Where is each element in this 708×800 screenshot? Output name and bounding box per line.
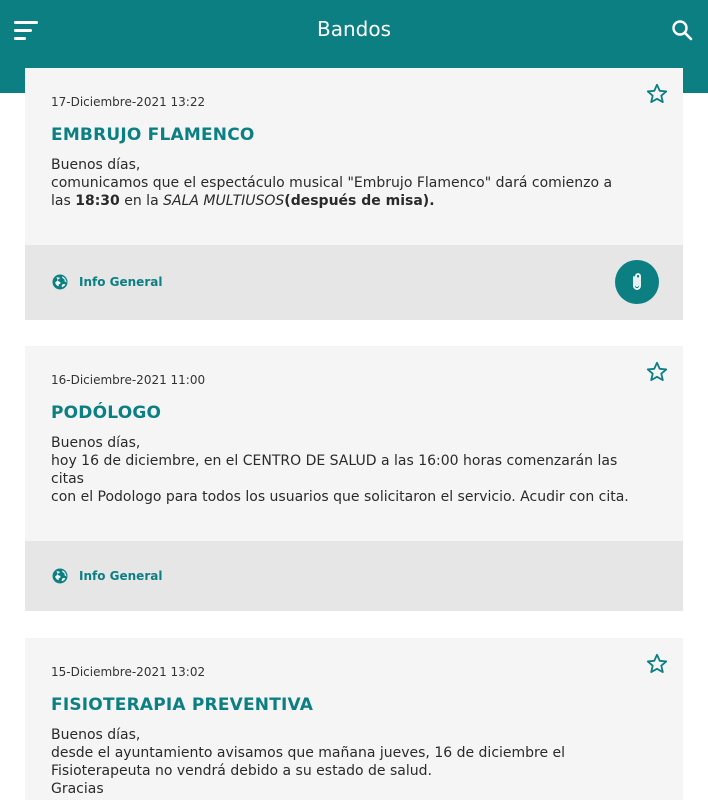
card-title: PODÓLOGO — [51, 403, 162, 423]
card-text-line: Fisioterapeuta no vendrá debido a su estado de salud. — [51, 763, 432, 779]
card-text-line: Buenos días, — [51, 157, 141, 173]
star-icon[interactable] — [645, 652, 669, 676]
paperclip-icon — [625, 270, 649, 294]
card-text-line: desde el ayuntamiento avisamos que mañana jueves, 16 de diciembre el — [51, 745, 566, 761]
card-date: 17-Diciembre-2021 13:22 — [51, 95, 206, 109]
card-text-line: comunicamos que el espectáculo musical "Embrujo Flamenco" dará comienzo a — [51, 175, 613, 191]
text-bold: (después de misa). — [284, 193, 435, 209]
bando-card[interactable] — [25, 346, 683, 611]
text-span: en la — [119, 193, 164, 209]
card-footer — [25, 541, 683, 611]
info-general-label: Info General — [79, 569, 163, 583]
card-title: EMBRUJO FLAMENCO — [51, 125, 255, 145]
bandos-list — [0, 68, 708, 800]
info-general-link[interactable] — [51, 273, 162, 291]
card-text — [51, 156, 651, 210]
card-date: 16-Diciembre-2021 11:00 — [51, 373, 206, 387]
bando-card[interactable] — [25, 68, 683, 320]
card-text-line: Buenos días, — [51, 435, 141, 451]
text-span: las — [51, 193, 76, 209]
card-text — [51, 434, 651, 506]
info-general-link[interactable] — [51, 567, 162, 585]
location-highlight: SALA MULTIUSOS — [163, 193, 285, 209]
bando-card[interactable] — [25, 638, 683, 800]
card-text-line: Gracias — [51, 781, 104, 797]
globe-icon — [51, 567, 69, 585]
page-title: Bandos — [316, 17, 391, 41]
globe-icon — [51, 273, 69, 291]
card-text-line: Buenos días, — [51, 727, 141, 743]
card-date: 15-Diciembre-2021 13:02 — [51, 665, 206, 679]
card-body — [25, 346, 683, 541]
search-icon[interactable] — [670, 18, 694, 42]
star-icon[interactable] — [645, 82, 669, 106]
card-text-line — [51, 192, 651, 210]
card-text — [51, 726, 651, 798]
time-highlight: 18:30 — [75, 193, 120, 209]
card-title: FISIOTERAPIA PREVENTIVA — [51, 695, 314, 715]
card-text-line: hoy 16 de diciembre, en el CENTRO DE SALUD a las 16:00 horas comenzarán las citas — [51, 453, 618, 487]
star-icon[interactable] — [645, 360, 669, 384]
card-body — [25, 68, 683, 245]
card-text-line: con el Podologo para todos los usuarios que solicitaron el servicio. Acudir con cita. — [51, 489, 629, 505]
info-general-label: Info General — [79, 275, 163, 289]
attachment-button[interactable] — [615, 260, 659, 304]
card-footer — [25, 245, 683, 320]
card-body — [25, 638, 683, 800]
